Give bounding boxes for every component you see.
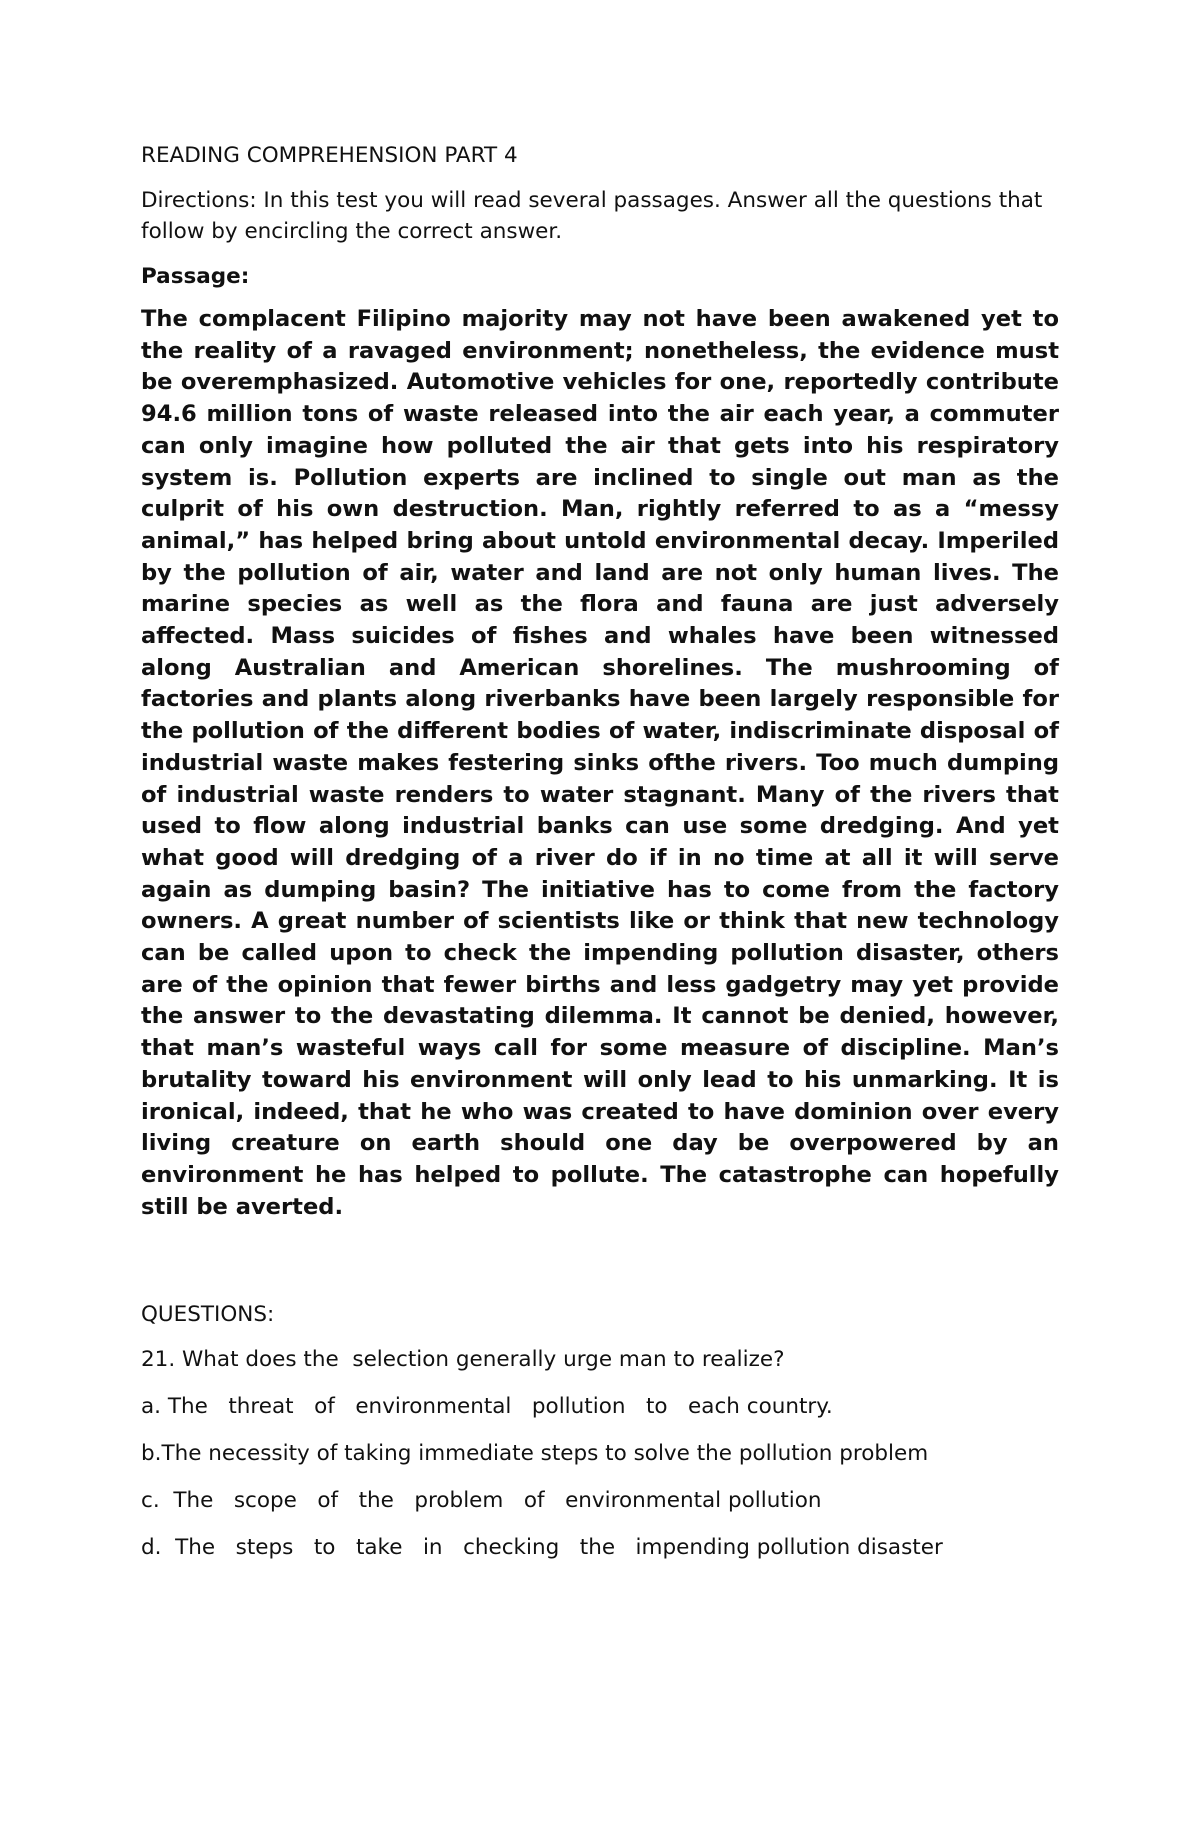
option-d[interactable]	[141, 1532, 1059, 1563]
option-text: The threat of environmental pollution to each country.	[167, 1394, 833, 1420]
document-page	[141, 140, 1059, 1579]
option-letter: b.	[141, 1441, 162, 1467]
directions-text: Directions: In this test you will read several passages. Answer all the questions that follow by encircling the correct answer.	[141, 188, 1043, 244]
option-b[interactable]	[141, 1438, 1059, 1469]
passage-text: The complacent Filipino majority may not have been awakened yet to the reality of a ravaged environment; nonetheless, the evidence must be overemphasized. Automotive vehicles for one, reportedly contribute 94.6 million tons of waste released into the air each year, a commuter can only imagine how polluted the air that gets into his respiratory system is. Pollution experts are inclined to single out man as the culprit of his own destruction. Man, rightly referred to as a “messy animal,” has helped bring about untold environmental decay. Imperiled by the pollution of air, water and land are not only human lives. The marine species as well as the flora and fauna are just adversely affected. Mass suicides of fishes and whales have been witnessed along Australian and American shorelines. The mushrooming of factories and plants along riverbanks have been largely responsible for the pollution of the different bodies of water, indiscriminate disposal of industrial waste makes festering sinks ofthe rivers. Too much dumping of industrial waste renders to water stagnant. Many of the rivers that used to flow along industrial banks can use some dredging. And yet what good will dredging of a river do if in no time at all it will serve again as dumping basin? The initiative has to come from the factory owners. A great number of scientists like or think that new technology can be called upon to check the impending pollution disaster, others are of the opinion that fewer births and less gadgetry may yet provide the answer to the devastating dilemma. It cannot be denied, however, that man’s wasteful ways call for some measure of discipline. Man’s brutality toward his environment will only lead to his unmarking. It is ironical, indeed, that he who was created to have dominion over every living creature on earth should one day be overpowered by an environment he has helped to pollute. The catastrophe can hopefully still be averted.	[141, 306, 1059, 1220]
option-text: The scope of the problem of environmental pollution	[173, 1488, 822, 1514]
questions-heading: QUESTIONS:	[141, 1302, 275, 1328]
question-21: 21. What does the selection generally urge man to realize?	[141, 1347, 785, 1373]
option-letter: a.	[141, 1394, 162, 1420]
option-letter: d.	[141, 1535, 162, 1561]
option-text: The steps to take in checking the impending pollution disaster	[175, 1535, 943, 1561]
passage-label: Passage:	[141, 264, 250, 289]
page-title: READING COMPREHENSION PART 4	[141, 143, 518, 168]
option-letter: c.	[141, 1488, 160, 1514]
option-c[interactable]	[141, 1485, 1059, 1516]
option-a[interactable]	[141, 1391, 1059, 1422]
option-text: The necessity of taking immediate steps to solve the pollution problem	[161, 1441, 929, 1467]
